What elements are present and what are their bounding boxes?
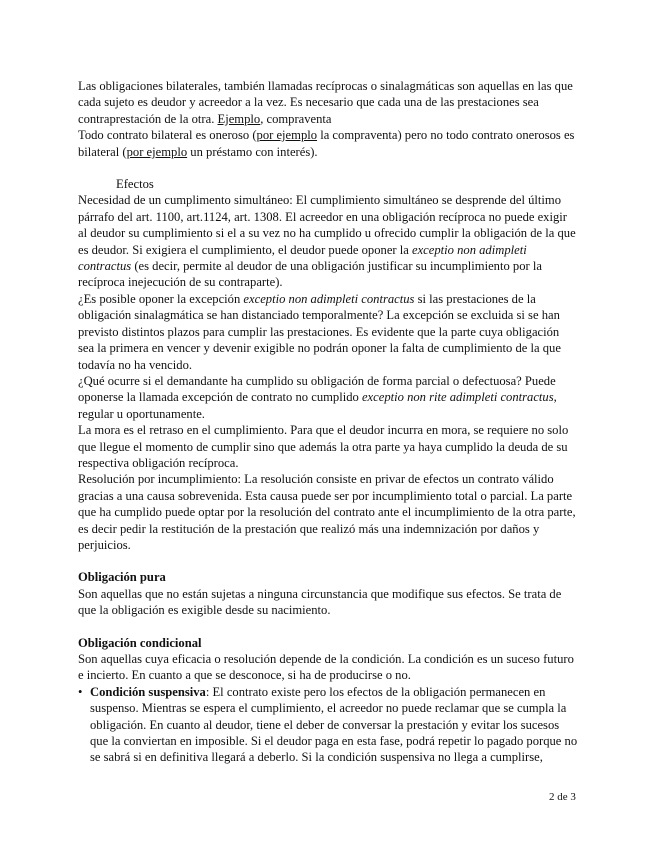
spacer bbox=[78, 619, 578, 635]
paragraph-condicional: Son aquellas cuya eficacia o resolución depende de la condición. La condición es un suceso futuro e incierto. En cuanto a que se desconoce, si ha de producirse o no. bbox=[78, 652, 574, 683]
paragraph-mora: La mora es el retraso en el cumplimiento. Para que el deudor incurra en mora, se requiere no solo que llegue el momento de cumplir sino que además la otra parte ya haya cumplido la deuda de su respectiva obligación recíproca. bbox=[78, 423, 569, 470]
underlined-por-ejemplo: por ejemplo bbox=[256, 128, 318, 143]
underlined-por-ejemplo: por ejemplo bbox=[126, 144, 188, 159]
document-body bbox=[78, 78, 578, 766]
bullet-list bbox=[78, 684, 578, 766]
bullet-icon: • bbox=[78, 684, 83, 699]
bullet-label: Condición suspensiva bbox=[90, 684, 206, 699]
paragraph-pura: Son aquellas que no están sujetas a ninguna circunstancia que modifique sus efectos. Se trata de que la obligación es exigible desde su nacimiento. bbox=[78, 586, 562, 618]
paragraph-necesidad: Necesidad de un cumplimento simultáneo: El cumplimiento simultáneo se desprende del último párrafo del art. 1100, art.1124, art. 1308. El acreedor en una obligación recíproca no puede exigir al deudor su cumplimiento si el a su vez no ha cumplido u ofrecido cumplir la obligación de la que es deudor. Si exigiera el cumplimiento, el deudor puede oponer la exceptio non adimpleti contractus (es decir, permite al deudor de una obligación justificar su incumplimiento por la recíproca inejecución de su contraparte). bbox=[78, 193, 576, 290]
heading-obligacion-pura: Obligación pura bbox=[78, 570, 166, 585]
underlined-ejemplo: Ejemplo bbox=[217, 111, 261, 126]
paragraph-resolucion: Resolución por incumplimiento: La resolución consiste en privar de efectos un contrato válido gracias a una causa sobrevenida. Esta causa puede ser por incumplimiento total o parcial. La parte que ha cumplido puede optar por la resolución del contrato ante el incumplimiento de la otra parte, es decir pedir la restitución de la prestación que realizó más una indemnización por daños y perjuicios. bbox=[78, 472, 576, 552]
heading-obligacion-condicional: Obligación condicional bbox=[78, 635, 202, 650]
page-number: 2 de 3 bbox=[549, 791, 576, 803]
spacer bbox=[78, 553, 578, 569]
efectos-heading: Efectos bbox=[116, 177, 154, 192]
spacer bbox=[78, 160, 578, 176]
latin-term: exceptio non adimpleti contractus bbox=[243, 291, 415, 306]
list-item: • Condición suspensiva: El contrato existe pero los efectos de la obligación permanecen en suspenso. Mientras se espera el cumplimiento, el acreedor no puede reclamar que se cumpla la obligación. En cuanto al deudor, tiene el deber de conversar la prestación y evitar los sucesos que la conviertan en imposible. Si el deudor paga en esta fase, podrá repetir lo pagado porque no se sabrá si en definitiva llegará a deberlo. Si la condición suspensiva no llega a cumplirse, bbox=[78, 684, 578, 765]
latin-term: exceptio non adimpleti contractus bbox=[78, 242, 527, 274]
latin-term: exceptio non rite adimpleti contractus bbox=[361, 390, 554, 405]
paragraph-bilateral: Las obligaciones bilaterales, también llamadas recíprocas o sinalagmáticas son aquellas en las que cada sujeto es deudor y acreedor a la vez. Es necesario que cada una de las prestaciones sea contraprestación de la otra. Ejemplo, compraventa bbox=[78, 79, 573, 126]
paragraph-ocurre: ¿Qué ocurre si el demandante ha cumplido su obligación de forma parcial o defectuosa? Puede oponerse la llamada excepción de contrato no cumplido exceptio non rite adimpleti contractus, regular u oportunamente. bbox=[78, 373, 557, 421]
paragraph-oneroso: Todo contrato bilateral es oneroso (por ejemplo la compraventa) pero no todo contrato onerosos es bilateral (por ejemplo un préstamo con interés). bbox=[78, 128, 575, 159]
paragraph-posible: ¿Es posible oponer la excepción exceptio non adimpleti contractus si las prestaciones de la obligación sinalagmática se han distanciado temporalmente? La excepción se excluida si se han previsto distintos plazos para cumplir las prestaciones. Es evidente que la parte cuya obligación sea la primera en vencer y devenir exigible no podrán oponer la falta de cumplimiento de la que todavía no ha vencido. bbox=[78, 291, 561, 372]
